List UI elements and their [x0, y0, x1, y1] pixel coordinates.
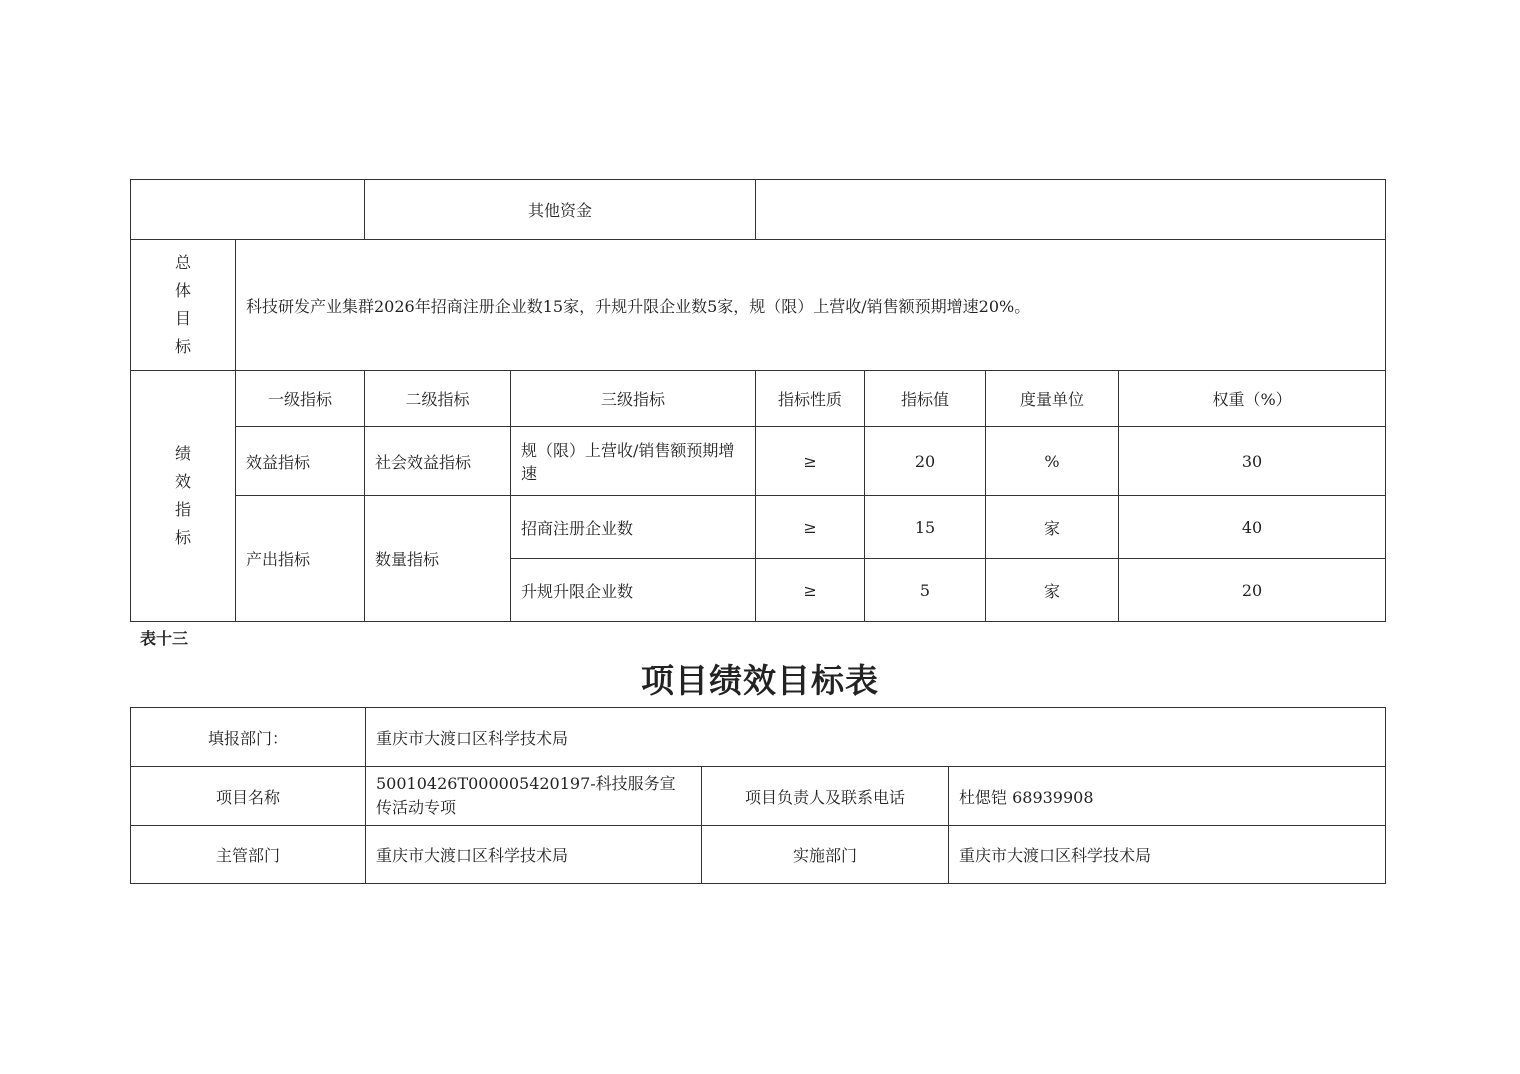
- level3-indicator: 规（限）上营收/销售额预期增速: [511, 427, 756, 496]
- header-value: 指标值: [865, 371, 986, 427]
- indicator-value: 5: [865, 559, 986, 622]
- supervisor-dept-value: 重庆市大渡口区科学技术局: [366, 826, 702, 884]
- implementing-dept-label: 实施部门: [702, 826, 949, 884]
- indicator-unit: 家: [986, 559, 1119, 622]
- indicator-header-row: [131, 371, 1386, 427]
- overall-goal-label: 总 体 目 标: [131, 240, 236, 371]
- indicator-value: 20: [865, 427, 986, 496]
- performance-indicator-label: 绩 效 指 标: [131, 371, 236, 622]
- indicator-weight: 20: [1119, 559, 1386, 622]
- empty-cell: [131, 180, 365, 240]
- project-name-label: 项目名称: [131, 767, 366, 826]
- reporting-dept-value: 重庆市大渡口区科学技术局: [366, 708, 1386, 767]
- other-funds-row: [131, 180, 1386, 240]
- contact-label: 项目负责人及联系电话: [702, 767, 949, 826]
- overall-goal-text: 科技研发产业集群2026年招商注册企业数15家，升规升限企业数5家，规（限）上营收/销售额预期增速20%。: [236, 240, 1386, 371]
- level2-indicator: 社会效益指标: [365, 427, 511, 496]
- indicator-weight: 40: [1119, 496, 1386, 559]
- level3-indicator: 招商注册企业数: [511, 496, 756, 559]
- implementing-dept-value: 重庆市大渡口区科学技术局: [949, 826, 1386, 884]
- header-nature: 指标性质: [756, 371, 865, 427]
- project-row: [131, 767, 1386, 826]
- header-level3: 三级指标: [511, 371, 756, 427]
- table-number-label: 表十三: [140, 629, 189, 648]
- header-level1: 一级指标: [236, 371, 365, 427]
- dept-row: [131, 708, 1386, 767]
- contact-value: 杜偲铠 68939908: [949, 767, 1386, 826]
- indicator-unit: 家: [986, 496, 1119, 559]
- level1-indicator: 效益指标: [236, 427, 365, 496]
- reporting-dept-label: 填报部门：: [131, 708, 366, 767]
- indicator-nature: ≥: [756, 496, 865, 559]
- other-funds-value: [756, 180, 1386, 240]
- performance-table-continued: [130, 179, 1386, 622]
- indicator-unit: %: [986, 427, 1119, 496]
- table-row: [131, 496, 1386, 559]
- project-name-value: 50010426T000005420197-科技服务宣传活动专项: [366, 767, 702, 826]
- indicator-value: 15: [865, 496, 986, 559]
- level1-indicator: 产出指标: [236, 496, 365, 622]
- indicator-nature: ≥: [756, 559, 865, 622]
- indicator-nature: ≥: [756, 427, 865, 496]
- supervisor-dept-label: 主管部门: [131, 826, 366, 884]
- dept-detail-row: [131, 826, 1386, 884]
- project-info-table: [130, 707, 1386, 884]
- indicator-weight: 30: [1119, 427, 1386, 496]
- level2-indicator: 数量指标: [365, 496, 511, 622]
- other-funds-label: 其他资金: [365, 180, 756, 240]
- page-title: 项目绩效目标表: [641, 661, 879, 700]
- header-weight: 权重（%）: [1119, 371, 1386, 427]
- level3-indicator: 升规升限企业数: [511, 559, 756, 622]
- header-level2: 二级指标: [365, 371, 511, 427]
- header-unit: 度量单位: [986, 371, 1119, 427]
- overall-goal-row: [131, 240, 1386, 371]
- table-row: [131, 427, 1386, 496]
